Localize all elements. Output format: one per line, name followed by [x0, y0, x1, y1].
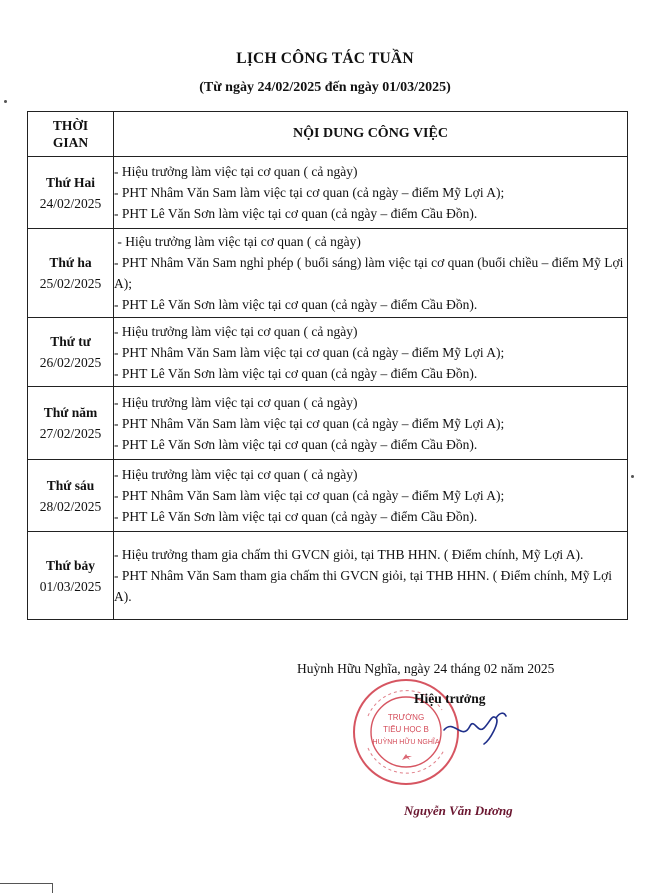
day-cell — [28, 532, 114, 620]
task-item: - Hiệu trưởng tham gia chấm thi GVCN giỏi, tại THB HHN. ( Điểm chính, Mỹ Lợi A). — [114, 547, 584, 562]
task-item: - PHT Nhâm Văn Sam nghỉ phép ( buổi sáng) làm việc tại cơ quan (buổi chiều – điểm Mỹ Lợi A); — [114, 255, 624, 291]
task-item: - Hiệu trưởng làm việc tại cơ quan ( cả ngày) — [114, 234, 361, 249]
scan-speck — [4, 100, 7, 103]
document-title: LỊCH CÔNG TÁC TUẦN — [236, 50, 414, 67]
schedule-table — [27, 111, 628, 620]
task-item: - Hiệu trưởng làm việc tại cơ quan ( cả ngày) — [114, 323, 358, 339]
header-time-line2: GIAN — [52, 135, 89, 150]
day-name: Thứ ha — [49, 255, 92, 270]
header-time — [28, 112, 114, 157]
table-row-tuesday — [28, 229, 628, 318]
content-cell — [114, 318, 628, 387]
svg-text:HUỲNH HỮU NGHĨA: HUỲNH HỮU NGHĨA — [372, 739, 440, 746]
day-cell — [28, 387, 114, 460]
day-date: 01/03/2025 — [39, 578, 102, 594]
header-content: NỘI DUNG CÔNG VIỆC — [114, 112, 628, 157]
task-item: - PHT Lê Văn Sơn làm việc tại cơ quan (cả ngày – điểm Cầu Đồn). — [114, 206, 478, 221]
day-date: 28/02/2025 — [39, 498, 102, 514]
task-item: - PHT Nhâm Văn Sam làm việc tại cơ quan (cả ngày – điểm Mỹ Lợi A); — [114, 185, 505, 200]
table-row-monday — [28, 157, 628, 229]
day-name: Thứ sáu — [46, 477, 95, 493]
table-row-wednesday — [28, 318, 628, 387]
content-cell — [114, 387, 628, 460]
day-cell — [28, 229, 114, 318]
header-time-line1: THỜI — [52, 118, 89, 133]
table-row-friday — [28, 460, 628, 532]
day-date: 26/02/2025 — [39, 355, 102, 370]
document-subtitle: (Từ ngày 24/02/2025 đến ngày 01/03/2025) — [199, 80, 451, 95]
day-date: 27/02/2025 — [39, 426, 102, 441]
task-item: - PHT Lê Văn Sơn làm việc tại cơ quan (cả ngày – điểm Cầu Đồn). — [114, 509, 478, 524]
task-item: - Hiệu trưởng làm việc tại cơ quan ( cả ngày) — [114, 467, 358, 482]
content-cell — [114, 229, 628, 318]
task-item: - PHT Nhâm Văn Sam làm việc tại cơ quan (cả ngày – điểm Mỹ Lợi A); — [114, 488, 505, 503]
table-header-row — [28, 112, 628, 157]
svg-text:TIỂU HỌC B: TIỂU HỌC B — [383, 725, 429, 734]
day-name: Thứ bảy — [46, 557, 95, 573]
task-item: - PHT Lê Văn Sơn làm việc tại cơ quan (cả ngày – điểm Cầu Đồn). — [114, 365, 478, 381]
day-name: Thứ Hai — [46, 174, 95, 190]
table-row-saturday — [28, 532, 628, 620]
day-date: 24/02/2025 — [39, 195, 102, 211]
task-item: - PHT Lê Văn Sơn làm việc tại cơ quan (cả ngày – điểm Cầu Đồn). — [114, 436, 478, 452]
day-cell — [28, 318, 114, 387]
day-cell — [28, 157, 114, 229]
scan-speck — [631, 475, 634, 478]
task-item: - Hiệu trưởng làm việc tại cơ quan ( cả ngày) — [114, 164, 358, 179]
content-cell — [114, 532, 628, 620]
place-date: Huỳnh Hữu Nghĩa, ngày 24 tháng 02 năm 2025 — [297, 661, 555, 676]
signer-name: Nguyễn Văn Dương — [404, 803, 513, 818]
task-item: - PHT Lê Văn Sơn làm việc tại cơ quan (cả ngày – điểm Cầu Đồn). — [114, 297, 478, 312]
task-item: - PHT Nhâm Văn Sam tham gia chấm thi GVCN giỏi, tại THB HHN. ( Điểm chính, Mỹ Lợi A). — [114, 568, 612, 604]
handwritten-signature — [440, 700, 510, 750]
day-name: Thứ năm — [43, 405, 98, 420]
day-date: 25/02/2025 — [39, 276, 102, 291]
table-row-thursday — [28, 387, 628, 460]
signer-title: Hiệu trưởng — [414, 691, 486, 706]
task-item: - PHT Nhâm Văn Sam làm việc tại cơ quan (cả ngày – điểm Mỹ Lợi A); — [114, 344, 505, 360]
day-cell — [28, 460, 114, 532]
content-cell — [114, 460, 628, 532]
content-cell — [114, 157, 628, 229]
task-item: - Hiệu trưởng làm việc tại cơ quan ( cả ngày) — [114, 394, 358, 410]
day-name: Thứ tư — [50, 334, 91, 349]
svg-text:TRƯỜNG: TRƯỜNG — [387, 713, 425, 722]
task-item: - PHT Nhâm Văn Sam làm việc tại cơ quan (cả ngày – điểm Mỹ Lợi A); — [114, 415, 505, 431]
